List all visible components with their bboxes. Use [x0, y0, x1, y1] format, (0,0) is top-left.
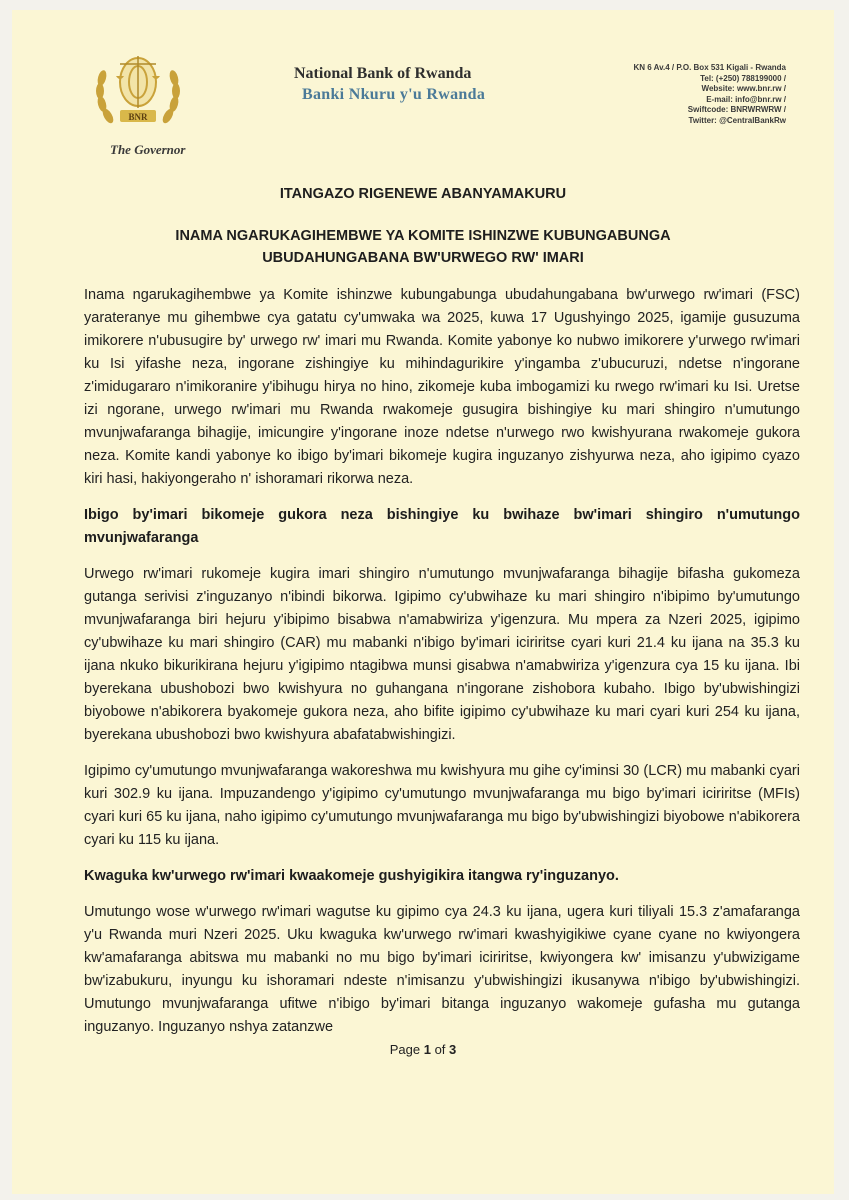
- paragraph-intro: Inama ngarukagihembwe ya Komite ishinzwe kubungabunga ubudahungabana bw'urwego rw'imari (FSC) yarateranye mu gihembwe cya gatatu cy'umwaka wa 2025, kuwa 17 Ugushyingo 2025, igamije gusuzuma imikorere n'ubusugire by' urwego rw' imari mu Rwanda. Komite yabonye ko nubwo imikorere y'urwego rw'imari ku Isi yifashe neza, ingorane zishingiye ku mihindagurikire y'ingamba z'ubucuruzi, ndetse n'ingorane z'imidugararo n'imikoranire y'ibihugu hirya no hino, zikomeje kuba imbogamizi ku rwego rw'imari ku Isi. Uretse izi ngorane, urwego rw'imari mu Rwanda rwakomeje gusugira bishingiye ku mari shingiro n'umutungo mvunjwafaranga bihagije, imicungire y'ingorane inoze ndetse n'urwego rwo kwishyurana rwakomeje gukora neza. Komite kandi yabonye ko ibigo by'imari bikomeje kugira inguzanyo zishyurwa neza, aho igipimo cyazo kiri hasi, hakiyongeraho n' ishoramari rikorwa neza.: [84, 287, 800, 487]
- subtitle-line-2: UBUDAHUNGABANA BW'URWEGO RW' IMARI: [262, 250, 584, 266]
- contact-address: KN 6 Av.4 / P.O. Box 531 Kigali - Rwanda: [633, 63, 786, 72]
- of-word: of: [434, 1042, 446, 1057]
- document-page: [12, 10, 834, 1194]
- page-number: [12, 1042, 834, 1057]
- subtitle-line-1: INAMA NGARUKAGIHEMBWE YA KOMITE ISHINZWE KUBUNGABUNGA: [175, 228, 671, 244]
- office-title: The Governor: [110, 142, 186, 157]
- paragraph-growth: Umutungo wose w'urwego rw'imari wagutse ku gipimo cya 24.3 ku ijana, ugera kuri tiliyali 15.3 z'amafaranga y'u Rwanda muri Nzeri 2025. Uku kwaguka kw'urwego rw'imari kwashyigikiwe cyane cyane no kwiyongera kw'amafaranga abitswa mu mabanki no mu bigo by'imari iciriritse, kwiyongera kw' imisanzu y'ubwizigame bw'izabukuru, inyungu ku ishoramari ndeste n'imisanzu y'ubwishingizi ikusanywa n'ibigo by'ubwishingizi. Umutungo mvunjwafaranga ufitwe n'ibigo by'imari bitanga inguzanyo wakomeje gufasha mu gutanga inguzanyo. Inguzanyo nshya zatanzwe: [84, 904, 800, 1035]
- document-title: ITANGAZO RIGENEWE ABANYAMAKURU: [279, 186, 567, 202]
- paragraph-liquidity: Igipimo cy'umutungo mvunjwafaranga wakoreshwa mu kwishyura mu gihe cy'iminsi 30 (LCR) mu mabanki cyari kuri 302.9 ku ijana. Impuzandengo y'igipimo cy'umutungo mvunjwafaranga mu bigo by'imari iciriritse (MFIs) cyari kuri 65 ku ijana, naho igipimo cy'umutungo mvunjwafaranga mu bigo by'ubwishingizi biyobowe n'abikorera cyari ku 115 ku ijana.: [84, 763, 800, 848]
- section-heading-growth: Kwaguka kw'urwego rw'imari kwaakomeje gushyigikira itangwa ry'inguzanyo.: [84, 868, 619, 884]
- document-body: [84, 284, 800, 1039]
- contact-twitter: Twitter: @CentralBankRw: [688, 115, 786, 125]
- bnr-logo-icon: [86, 46, 190, 144]
- contact-website: Website: www.bnr.rw /: [701, 84, 786, 93]
- paragraph-capital: Urwego rw'imari rukomeje kugira imari shingiro n'umutungo mvunjwafaranga bihagije bifasha gukomeza gutanga serivisi z'inguzanyo n'ibindi bikorwa. Igipimo cy'ubwihaze ku mari shingiro n'ibipimo by'umutungo mvunjwafaranga biri hejuru y'ibipimo bisabwa n'amabwiriza y'igenzura. Mu mpera za Nzeri 2025, igipimo cy'ubwihaze ku mari shingiro (CAR) mu mabanki n'ibigo by'imari iciriritse cyari kuri 21.4 ku ijana na 35.3 ku ijana nkuko bikurikirana hejuru y'igipimo ntagibwa munsi gisabwa n'amabwiriza y'igenzura cya 15 ku ijana. Ibi byerekana ubushobozi bwo kwishyura no guhangana n'ingorane zishobora kubaho. Ibigo by'ubwishingizi biyobowe n'abikorera byakomeje gukora neza, aho bifite igipimo cy'ubwihaze ku mari cyari kuri 254 ku ijana, byerekana ubushobozi bwo kwishyura abafatabwishingizi.: [84, 566, 800, 743]
- contact-email: E-mail: info@bnr.rw /: [706, 94, 786, 104]
- document-subtitle: [12, 225, 834, 269]
- section-heading-capital: Ibigo by'imari bikomeje gukora neza bishingiye ku bwihaze bw'imari shingiro n'umutungo mvunjwafaranga: [84, 507, 800, 546]
- page-word: Page: [389, 1042, 421, 1057]
- logo-text: BNR: [128, 112, 148, 122]
- bank-name-rw: Banki Nkuru y'u Rwanda: [302, 86, 486, 103]
- contact-phone: Tel: (+250) 788199000 /: [700, 73, 786, 83]
- page-current: 1: [423, 1042, 431, 1057]
- contact-swiftcode: Swiftcode: BNRWRWRW /: [687, 105, 786, 114]
- contact-block: [634, 63, 787, 126]
- page-total: 3: [449, 1042, 457, 1057]
- bank-name-en: National Bank of Rwanda: [294, 65, 472, 82]
